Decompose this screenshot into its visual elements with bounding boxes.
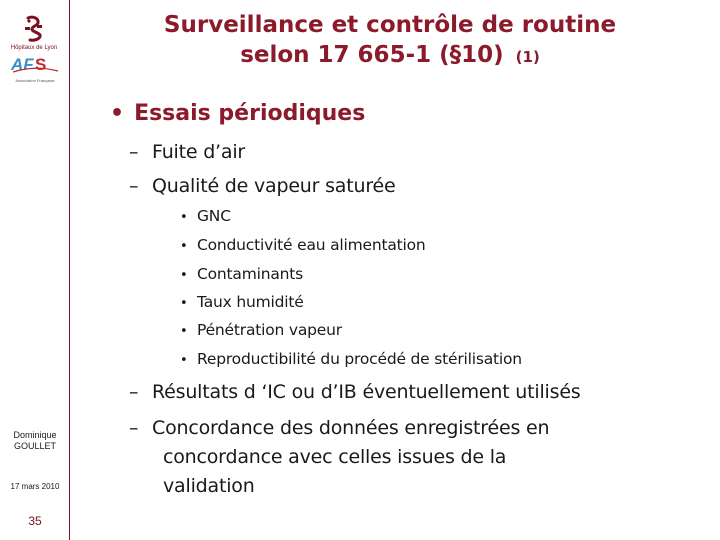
level3-item	[180, 207, 231, 225]
dash-icon: –	[129, 175, 139, 197]
author-last-name: GOULLET	[13, 441, 56, 451]
title-line-1: Surveillance et contrôle de routine	[163, 12, 617, 38]
level3-text: Contaminants	[197, 265, 304, 283]
title-line-2	[100, 40, 680, 72]
dash-icon: –	[129, 417, 139, 439]
page-number: 35	[28, 514, 42, 528]
level2-item	[129, 381, 581, 403]
level3-item	[180, 321, 342, 339]
author-name	[0, 430, 70, 452]
level3-text: GNC	[197, 207, 231, 225]
level2-item	[129, 141, 245, 163]
level2-text: Qualité de vapeur saturée	[152, 175, 396, 197]
presentation-date: 17 mars 2010	[10, 482, 60, 491]
level3-text: Taux humidité	[197, 293, 304, 311]
level2-text: Concordance des données enregistrées en	[152, 417, 550, 439]
svg-text:AF: AF	[11, 55, 34, 74]
level2-item	[129, 175, 396, 197]
bullet-icon: •	[180, 296, 188, 311]
afs-wordmark-icon	[10, 54, 60, 74]
title-line-2-text: selon 17 665-1 (§10)	[240, 42, 504, 68]
level3-item	[180, 350, 522, 368]
bullet-icon: •	[180, 239, 188, 254]
hospices-lion-icon	[19, 14, 49, 44]
author-first-name: Dominique	[13, 430, 57, 440]
afs-logo	[8, 54, 62, 84]
level3-text: Reproductibilité du procédé de stérilisation	[197, 350, 522, 368]
bullet-icon: •	[180, 353, 188, 368]
bullet-icon: •	[180, 210, 188, 225]
level2-item	[129, 414, 659, 501]
level3-text: Pénétration vapeur	[197, 321, 342, 339]
level2-text-continuation: concordance avec celles issues de la	[163, 446, 507, 468]
level3-item	[180, 265, 303, 283]
sidebar	[0, 0, 70, 540]
bullet-icon: •	[110, 101, 125, 126]
bullet-icon: •	[180, 268, 188, 283]
level3-item	[180, 293, 304, 311]
level2-text: Résultats d ‘IC ou d’IB éventuellement utilisés	[152, 381, 581, 403]
dash-icon: –	[129, 381, 139, 403]
bullet-icon: •	[180, 324, 188, 339]
title-reference: (1)	[515, 48, 540, 66]
level3-item	[180, 236, 426, 254]
level2-text-continuation: validation	[163, 475, 255, 497]
logo-afs-text: Association Française	[15, 78, 55, 83]
level3-text: Conductivité eau alimentation	[197, 236, 426, 254]
level2-text: Fuite d’air	[152, 141, 246, 163]
level1-text: Essais périodiques	[134, 101, 366, 126]
svg-text:S: S	[35, 55, 47, 74]
logo-hcl-text: Hôpitaux de Lyon	[10, 45, 58, 51]
level1-bullet-item	[110, 101, 365, 126]
slide-title	[100, 10, 680, 72]
dash-icon: –	[129, 141, 139, 163]
